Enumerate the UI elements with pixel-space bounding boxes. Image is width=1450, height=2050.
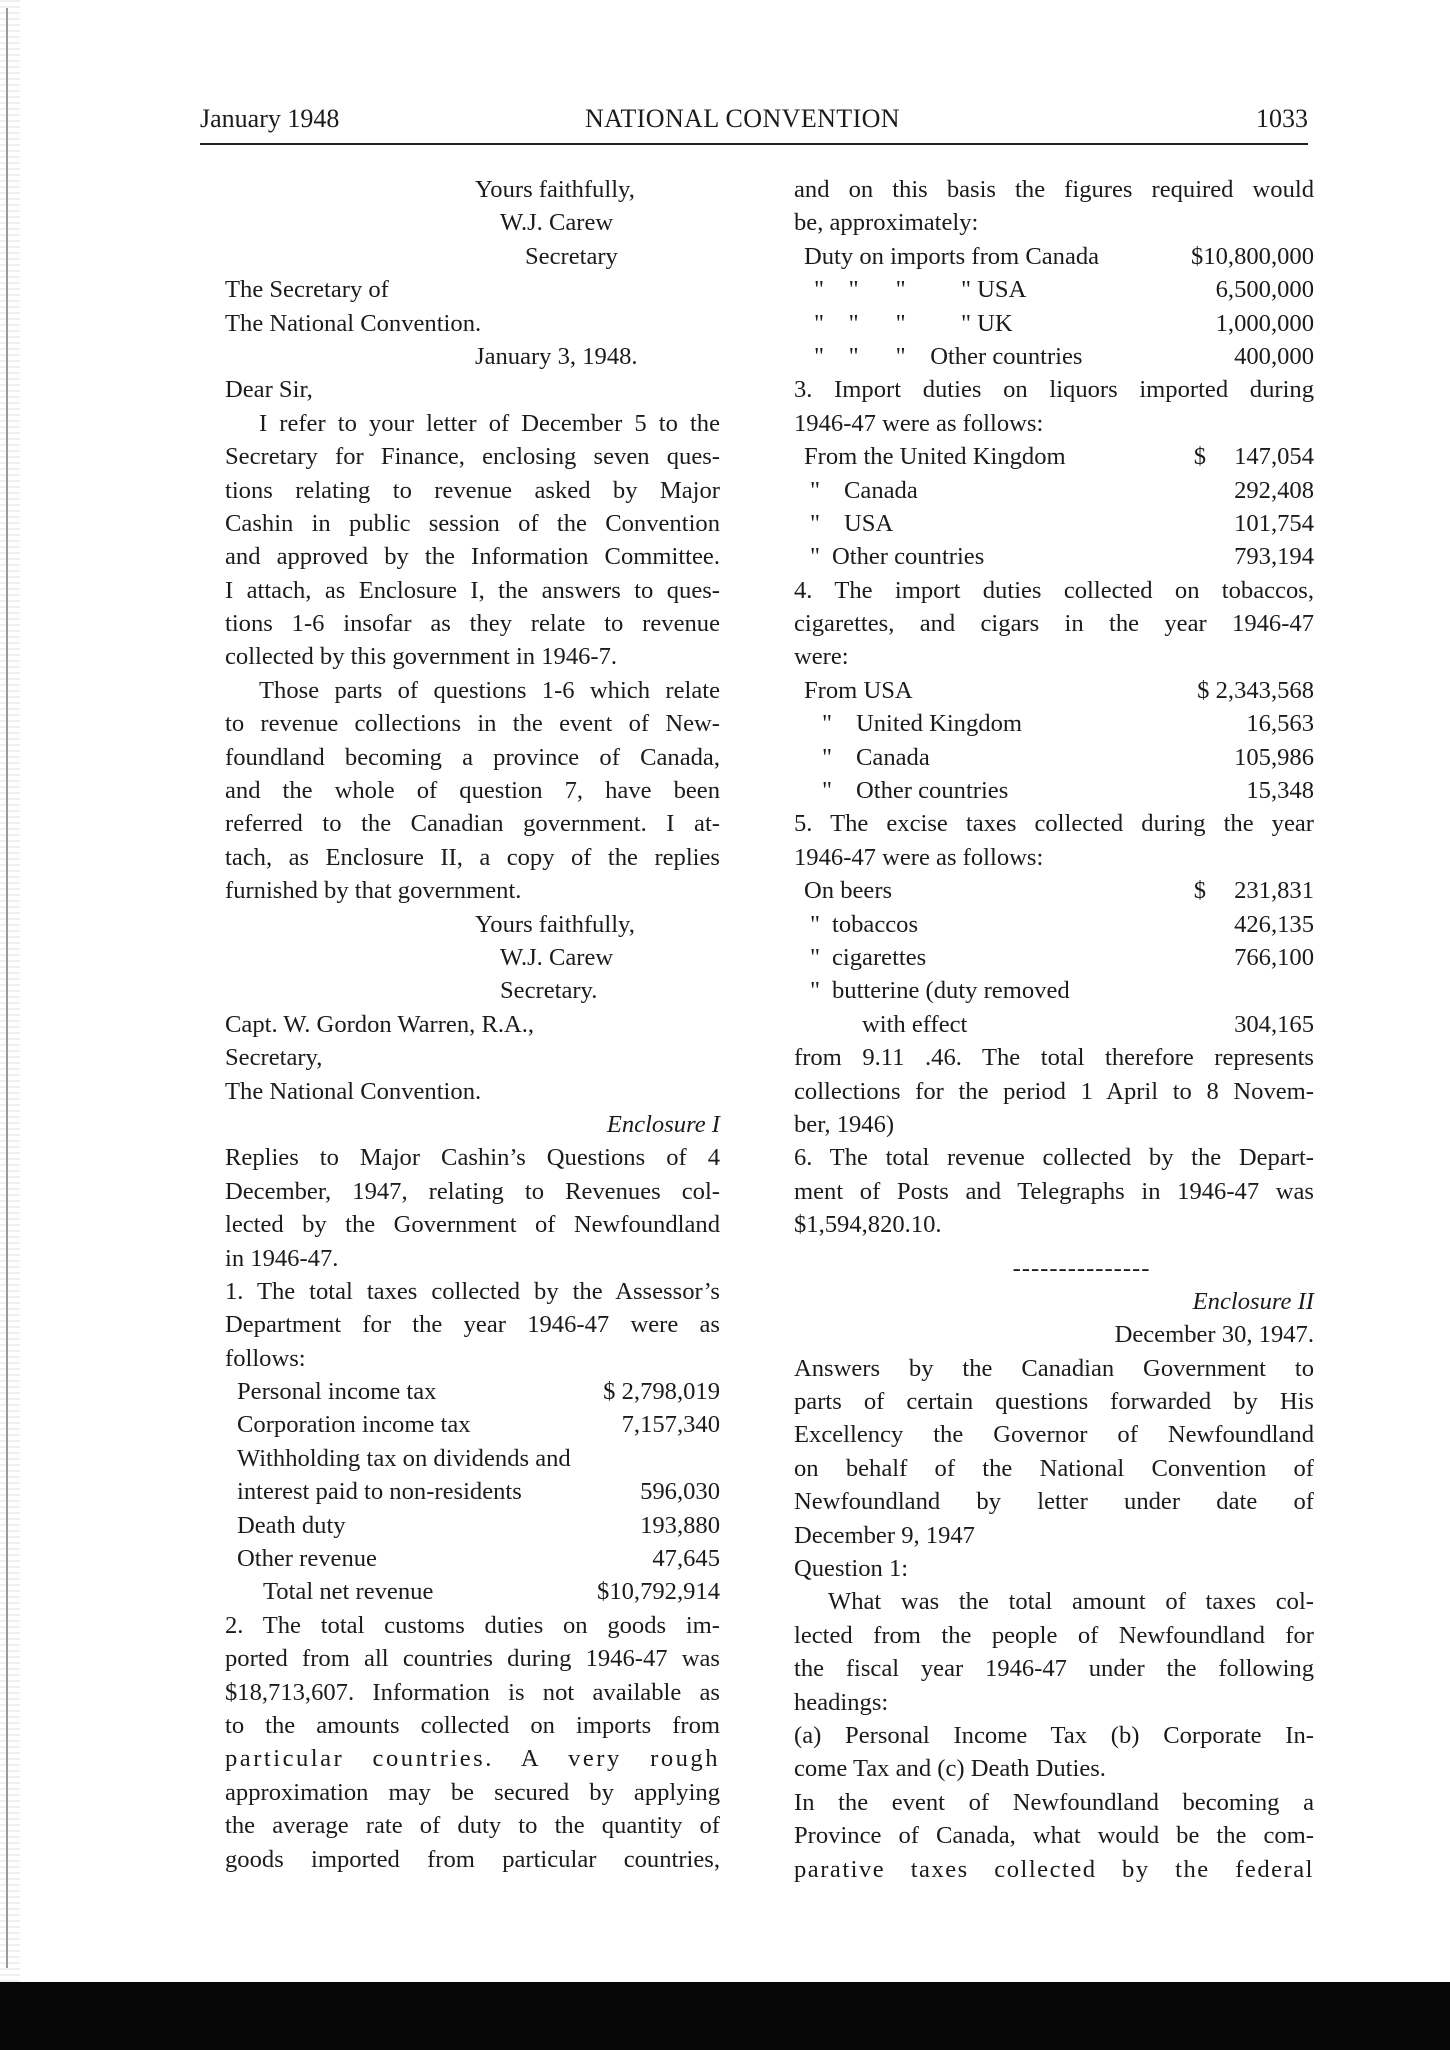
table-row [237, 1475, 720, 1508]
ditto-mark: " [810, 977, 821, 1005]
text-line: come Tax and (c) Death Duties. [794, 1755, 1106, 1783]
text-line: parts of certain questions forwarded by His [794, 1388, 1314, 1416]
table-row [804, 707, 1314, 740]
ditto-mark: " [822, 743, 833, 771]
header-rule [200, 143, 1308, 145]
row-label: cigarettes [832, 943, 927, 971]
text-line: collections for the period 1 April to 8 Novem- [794, 1077, 1314, 1105]
row-label: Total net revenue [263, 1578, 434, 1606]
text-line: 1946-47 were as follows: [794, 843, 1044, 871]
text-line: 2. The total customs duties on goods im- [225, 1611, 720, 1639]
salutation: Dear Sir, [225, 376, 313, 404]
row-value: 304,165 [1234, 1010, 1314, 1038]
table-row [804, 908, 1314, 941]
text-line: follows: [225, 1344, 306, 1372]
row-label: interest paid to non-residents [237, 1478, 522, 1506]
row-value: 1,000,000 [1215, 309, 1314, 337]
text-line: and approved by the Information Committee. [225, 543, 720, 571]
page-edge-shadow [0, 0, 20, 1985]
text-line: (a) Personal Income Tax (b) Corporate In- [794, 1721, 1314, 1749]
row-value: $10,792,914 [597, 1578, 720, 1606]
table-row [804, 240, 1314, 273]
duty-table [794, 240, 1314, 374]
letter-date: January 3, 1948. [475, 342, 638, 370]
table-row [804, 674, 1314, 707]
amount: 147,054 [1234, 443, 1314, 471]
ditto-mark: " [810, 543, 821, 571]
text-line: referred to the Canadian government. I at- [225, 810, 720, 838]
text-line: 1946-47 were as follows: [794, 409, 1044, 437]
row-value: $ 2,798,019 [603, 1378, 720, 1406]
text-line: the fiscal year 1946-47 under the following [794, 1655, 1314, 1683]
text-line: cigarettes, and cigars in the year 1946-47 [794, 610, 1314, 638]
row-value: 193,880 [640, 1511, 720, 1539]
text-line: lected by the Government of Newfoundland [225, 1211, 720, 1239]
row-label: butterine (duty removed [832, 977, 1070, 1005]
text-line: Department for the year 1946-47 were as [225, 1311, 720, 1339]
addressee-line: Secretary, [225, 1044, 323, 1072]
text-line: Excellency the Governor of Newfoundland [794, 1421, 1314, 1449]
table-row [804, 874, 1314, 907]
row-label: Withholding tax on dividends and [237, 1444, 571, 1472]
closing-signature: W.J. Carew [500, 943, 614, 971]
ditto-mark: " [822, 777, 833, 805]
row-label: Corporation income tax [237, 1411, 471, 1439]
row-label: Canada [844, 476, 918, 504]
running-header [200, 104, 1308, 140]
row-value: $10,800,000 [1191, 242, 1314, 270]
text-line: were: [794, 643, 849, 671]
row-label: " " " Other countries [814, 342, 1083, 370]
text-line: Newfoundland by letter under date of [794, 1488, 1314, 1516]
text-line: on behalf of the National Convention of [794, 1454, 1314, 1482]
amount: 231,831 [1234, 877, 1314, 905]
row-label: with effect [862, 1010, 968, 1038]
row-value: 7,157,340 [621, 1411, 720, 1439]
text-line: furnished by that government. [225, 877, 522, 905]
text-line: Province of Canada, what would be the com- [794, 1822, 1314, 1850]
addressee-line: Capt. W. Gordon Warren, R.A., [225, 1010, 535, 1038]
question-label: Question 1: [794, 1555, 909, 1583]
table-row [804, 440, 1314, 473]
row-label: United Kingdom [856, 710, 1022, 738]
binding-edge-line [6, 8, 8, 1968]
addressee-line: The National Convention. [225, 309, 482, 337]
text-line: ported from all countries during 1946-47 was [225, 1645, 720, 1673]
row-value: 16,563 [1246, 710, 1314, 738]
text-line: approximation may be secured by applying [225, 1778, 720, 1806]
text-line: I refer to your letter of December 5 to the [259, 409, 720, 437]
row-label: Canada [856, 743, 930, 771]
table-row [804, 941, 1314, 974]
row-value [1194, 440, 1314, 473]
text-line: tions 1-6 insofar as they relate to revenue [225, 610, 720, 638]
text-line: tach, as Enclosure II, a copy of the replies [225, 843, 720, 871]
text-line: to the amounts collected on imports from [225, 1711, 720, 1739]
row-value: 766,100 [1234, 943, 1314, 971]
text-line: the average rate of duty to the quantity of [225, 1812, 720, 1840]
text-line: 1. The total taxes collected by the Assessor’s [225, 1277, 720, 1305]
currency-symbol: $ [1193, 877, 1207, 905]
row-label: " " " " USA [814, 276, 1027, 304]
text-line: Replies to Major Cashin’s Questions of 4 [225, 1144, 720, 1172]
closing-line: Yours faithfully, [475, 910, 635, 938]
table-row [237, 1375, 720, 1408]
row-label: Personal income tax [237, 1378, 437, 1406]
row-value: 426,135 [1234, 910, 1314, 938]
text-line: parative taxes collected by the federal [794, 1855, 1314, 1883]
ditto-mark: " [810, 476, 821, 504]
total-row [237, 1575, 720, 1608]
ditto-mark: " [810, 509, 821, 537]
scan-bottom-edge [0, 1982, 1450, 2050]
table-row [804, 273, 1314, 306]
table-row [804, 1008, 1314, 1041]
enclosure-label: Enclosure II [1192, 1287, 1314, 1315]
text-line: What was the total amount of taxes col- [828, 1588, 1314, 1616]
text-line: and on this basis the figures required would [794, 176, 1314, 203]
row-label: From USA [804, 676, 913, 704]
table-row [804, 507, 1314, 540]
text-line: tions relating to revenue asked by Major [225, 476, 720, 504]
row-value: 596,030 [640, 1478, 720, 1506]
row-label: tobaccos [832, 910, 919, 938]
text-line: In the event of Newfoundland becoming a [794, 1788, 1314, 1816]
section-separator: --------------- [1012, 1254, 1151, 1282]
row-value: 6,500,000 [1215, 276, 1314, 304]
row-value: 793,194 [1234, 543, 1314, 571]
table-row [804, 340, 1314, 373]
text-line: 3. Import duties on liquors imported during [794, 376, 1314, 404]
text-line: Secretary for Finance, enclosing seven ques- [225, 443, 720, 471]
row-value: 292,408 [1234, 476, 1314, 504]
text-line: December, 1947, relating to Revenues col- [225, 1177, 720, 1205]
table-row [804, 307, 1314, 340]
text-line: 6. The total revenue collected by the Depart- [794, 1144, 1314, 1172]
text-line: December 9, 1947 [794, 1521, 975, 1549]
tobacco-table [794, 674, 1314, 808]
addressee-line: The National Convention. [225, 1077, 482, 1105]
row-label: Duty on imports from Canada [804, 242, 1100, 270]
ditto-mark: " [822, 710, 833, 738]
row-value: $ 2,343,568 [1197, 676, 1314, 704]
text-line: Answers by the Canadian Government to [794, 1354, 1314, 1382]
row-label: " " " " UK [814, 309, 1013, 337]
text-line: in 1946-47. [225, 1244, 339, 1272]
liquor-table [794, 440, 1314, 574]
enclosure-label: Enclosure I [606, 1110, 720, 1138]
row-value: 105,986 [1234, 743, 1314, 771]
text-line: I attach, as Enclosure I, the answers to ques- [225, 576, 720, 604]
text-line: ment of Posts and Telegraphs in 1946-47 was [794, 1177, 1314, 1205]
row-label: Other countries [832, 543, 985, 571]
text-line: $1,594,820.10. [794, 1211, 942, 1239]
table-row [804, 540, 1314, 573]
right-column [794, 173, 1314, 1886]
header-date: January 1948 [200, 104, 340, 133]
closing-signature: W.J. Carew [500, 209, 614, 237]
ditto-mark: " [810, 943, 821, 971]
tax-table [225, 1375, 720, 1609]
table-row [804, 741, 1314, 774]
text-line: 4. The import duties collected on tobaccos, [794, 576, 1314, 604]
text-line: particular countries. A very rough [225, 1745, 720, 1773]
text-line: and the whole of question 7, have been [225, 777, 720, 805]
closing-title: Secretary [525, 242, 618, 270]
left-column [225, 173, 720, 1876]
row-value: 400,000 [1234, 342, 1314, 370]
row-value: 101,754 [1234, 509, 1314, 537]
row-label: Death duty [237, 1511, 346, 1539]
text-line: collected by this government in 1946-7. [225, 643, 618, 671]
paragraph [225, 674, 720, 908]
row-value [1194, 874, 1314, 907]
closing-title: Secretary. [500, 977, 598, 1005]
header-page-number: 1033 [1256, 104, 1308, 133]
text-line: from 9.11 .46. The total therefore represents [794, 1044, 1314, 1072]
closing-line: Yours faithfully, [475, 176, 635, 203]
text-line: to revenue collections in the event of New- [225, 710, 720, 738]
row-value: 15,348 [1246, 777, 1314, 805]
text-line: headings: [794, 1688, 889, 1716]
row-label: USA [844, 509, 894, 537]
excise-table [794, 874, 1314, 1041]
table-row [237, 1408, 720, 1441]
text-line: goods imported from particular countries, [225, 1845, 720, 1873]
row-label: Other countries [856, 777, 1009, 805]
row-label: Other revenue [237, 1545, 377, 1573]
text-line: ber, 1946) [794, 1110, 895, 1138]
text-line: lected from the people of Newfoundland for [794, 1621, 1314, 1649]
header-title: NATIONAL CONVENTION [585, 104, 900, 133]
text-line: Cashin in public session of the Convention [225, 509, 720, 537]
text-line: 5. The excise taxes collected during the year [794, 810, 1314, 838]
text-line: be, approximately: [794, 209, 979, 237]
enclosure-date: December 30, 1947. [1114, 1321, 1314, 1349]
text-line: Those parts of questions 1-6 which relate [259, 676, 720, 704]
table-row [804, 474, 1314, 507]
row-value: 47,645 [652, 1545, 720, 1573]
table-row [237, 1542, 720, 1575]
table-row [237, 1509, 720, 1542]
row-label: On beers [804, 877, 893, 905]
paragraph [225, 407, 720, 674]
currency-symbol: $ [1193, 443, 1207, 471]
addressee-line: The Secretary of [225, 276, 389, 304]
text-line: foundland becoming a province of Canada, [225, 743, 720, 771]
table-row [804, 774, 1314, 807]
ditto-mark: " [810, 910, 821, 938]
row-label: From the United Kingdom [804, 443, 1066, 471]
text-line: $18,713,607. Information is not available as [225, 1678, 720, 1706]
